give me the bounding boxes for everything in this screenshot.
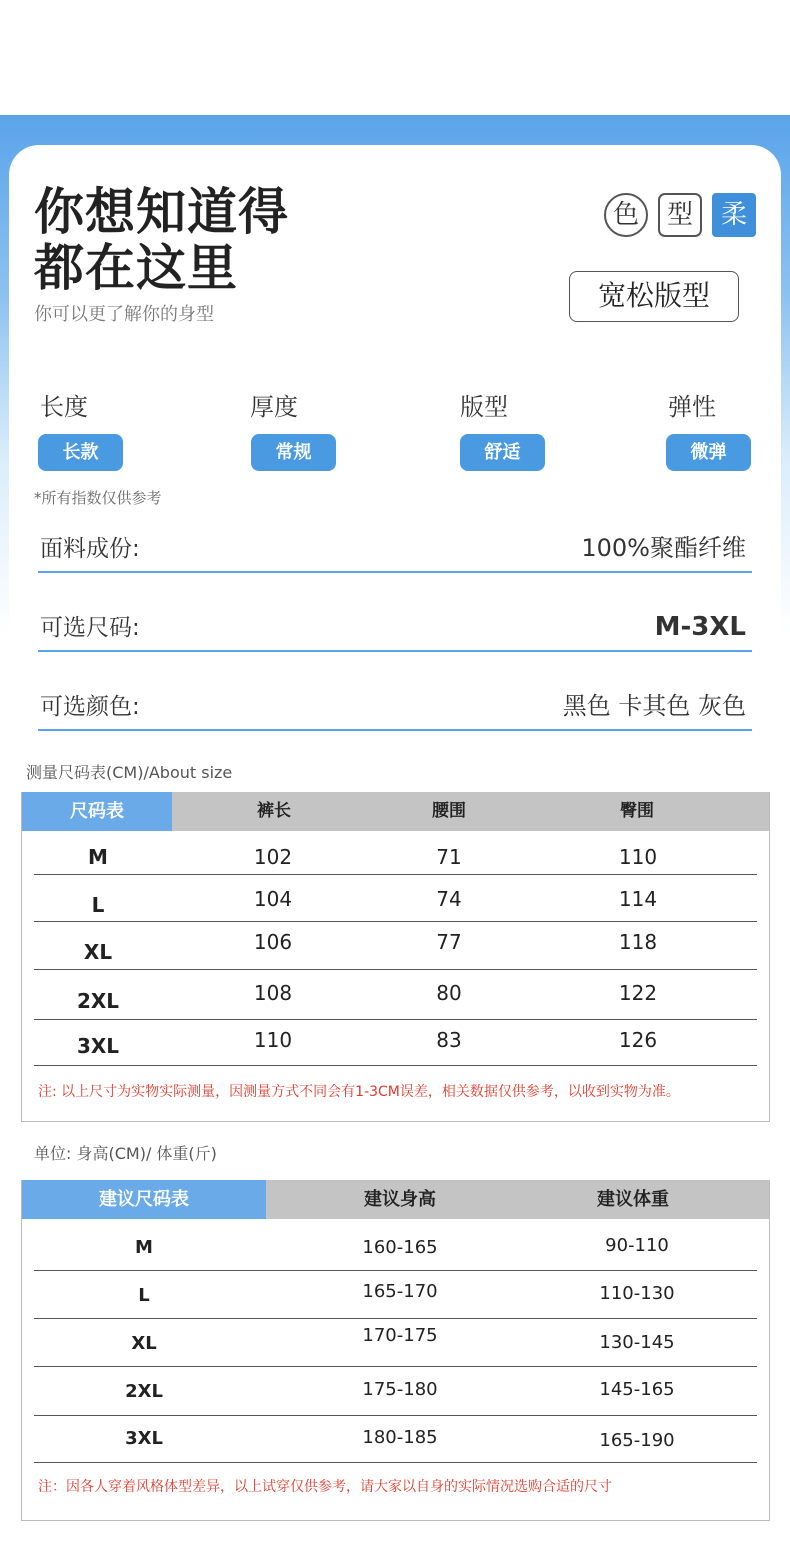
size-cell: XL [131, 1333, 157, 1354]
page-title [34, 184, 289, 296]
attr-label-thickness: 厚度 [250, 393, 298, 421]
waist-cell: 77 [436, 930, 462, 954]
rec-table-header-height: 建议身高 [364, 1189, 436, 1210]
size-table-note: 注: 以上尺寸为实物实际测量，因测量方式不同会有1-3CM误差，相关数据仅供参考，以收到实物为准。 [38, 1084, 680, 1100]
waist-cell: 74 [436, 887, 462, 911]
size-table-caption: 测量尺码表(CM)/About size [26, 763, 233, 782]
length-cell: 110 [253, 1028, 293, 1052]
size-table-header [22, 792, 769, 831]
height-cell: 175-180 [362, 1379, 438, 1400]
weight-cell: 130-145 [599, 1332, 675, 1353]
rec-table-note: 注：因各人穿着风格体型差异，以上试穿仅供参考，请大家以自身的实际情况选购合适的尺寸 [38, 1479, 612, 1495]
size-cell: 2XL [125, 1381, 163, 1402]
rec-table-header-weight: 建议体重 [597, 1189, 669, 1210]
size-cell: 3XL [76, 1034, 120, 1058]
colors-label: 可选颜色: [40, 694, 140, 720]
size-cell: M [135, 1237, 153, 1258]
attr-value-fit: 舒适 [460, 434, 545, 471]
sizes-row [38, 608, 752, 652]
size-cell: 2XL [76, 989, 120, 1013]
size-cell: L [138, 1285, 150, 1306]
height-cell: 170-175 [362, 1325, 438, 1346]
length-cell: 102 [253, 845, 293, 869]
sizes-label: 可选尺码: [40, 615, 140, 641]
fabric-label: 面料成份: [40, 536, 140, 562]
weight-cell: 90-110 [605, 1235, 669, 1256]
title-line-1: 你想知道得 [34, 183, 289, 241]
table-row [34, 831, 757, 875]
size-table-body [22, 831, 769, 1066]
attr-value-length: 长款 [38, 434, 123, 471]
size-cell: XL [83, 940, 113, 964]
table-row [34, 1367, 757, 1416]
attr-label-elasticity: 弹性 [668, 393, 716, 421]
attributes-note: *所有指数仅供参考 [34, 489, 162, 507]
weight-cell: 110-130 [599, 1283, 675, 1304]
rec-table-header [22, 1180, 769, 1219]
table-row [34, 922, 757, 970]
tag-soft: 柔 [712, 193, 756, 237]
size-cell: L [91, 893, 105, 917]
title-line-2: 都在这里 [34, 239, 238, 297]
fit-badge: 宽松版型 [569, 271, 739, 322]
table-row [34, 1319, 757, 1367]
length-cell: 104 [253, 887, 293, 911]
waist-cell: 71 [436, 845, 462, 869]
size-table-header-waist: 腰围 [432, 801, 466, 821]
attr-value-thickness: 常规 [251, 434, 336, 471]
height-cell: 165-170 [362, 1281, 438, 1302]
attr-label-fit: 版型 [460, 393, 508, 421]
sizes-value: M-3XL [654, 612, 746, 642]
hip-cell: 122 [618, 981, 658, 1005]
recommend-table [21, 1180, 770, 1521]
table-row [34, 1219, 757, 1271]
rec-table-body [22, 1219, 769, 1463]
table-row [34, 1020, 757, 1066]
feature-tags [604, 193, 756, 237]
attr-value-elasticity: 微弹 [666, 434, 751, 471]
hip-cell: 118 [618, 930, 658, 954]
colors-value: 黑色 卡其色 灰色 [562, 692, 746, 720]
height-cell: 180-185 [362, 1427, 438, 1448]
size-table-header-hip: 臀围 [620, 801, 654, 821]
weight-cell: 145-165 [599, 1379, 675, 1400]
rec-table-header-size: 建议尺码表 [22, 1180, 266, 1219]
weight-cell: 165-190 [599, 1430, 675, 1451]
size-cell: 3XL [125, 1428, 163, 1449]
table-row [34, 1416, 757, 1463]
colors-row [38, 687, 752, 731]
length-cell: 108 [253, 981, 293, 1005]
rec-table-caption: 单位: 身高(CM)/ 体重(斤) [34, 1144, 217, 1163]
table-row [34, 1271, 757, 1319]
tag-shape: 型 [658, 193, 702, 237]
length-cell: 106 [253, 930, 293, 954]
size-table-header-length: 裤长 [257, 801, 291, 821]
fabric-value: 100%聚酯纤维 [581, 534, 746, 562]
hip-cell: 110 [618, 845, 658, 869]
hip-cell: 114 [618, 887, 658, 911]
waist-cell: 83 [436, 1028, 462, 1052]
page-subtitle: 你可以更了解你的身型 [34, 304, 214, 325]
size-table [21, 792, 770, 1122]
hip-cell: 126 [618, 1028, 658, 1052]
table-row [34, 970, 757, 1020]
size-table-header-size: 尺码表 [22, 792, 172, 831]
attr-label-length: 长度 [40, 393, 88, 421]
size-cell: M [88, 845, 108, 869]
waist-cell: 80 [436, 981, 462, 1005]
tag-color: 色 [604, 193, 648, 237]
height-cell: 160-165 [362, 1237, 438, 1258]
fabric-row [38, 529, 752, 573]
table-row [34, 875, 757, 922]
